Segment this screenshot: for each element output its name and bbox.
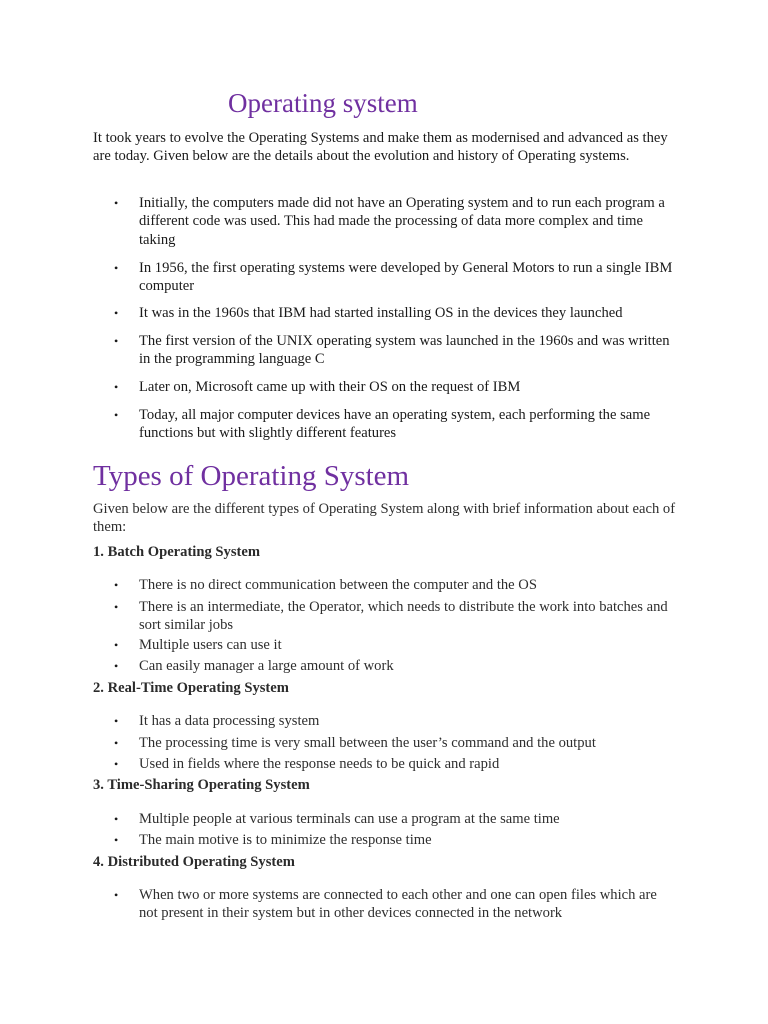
bullet-icon: • xyxy=(114,334,119,348)
list-item-text: Initially, the computers made did not have an Operating system and to run each program a different code was used. This had made the processing of data more complex and time taking xyxy=(139,195,665,248)
types-intro: Given below are the different types of Operating System along with brief information about each of them: xyxy=(93,501,676,536)
list-item-text: Later on, Microsoft came up with their OS on the request of IBM xyxy=(139,379,521,395)
bullet-icon: • xyxy=(114,757,119,771)
section-heading-distributed: 4. Distributed Operating System xyxy=(93,854,295,870)
list-item-text: Used in fields where the response needs to be quick and rapid xyxy=(139,756,500,772)
section-heading-real-time: 2. Real-Time Operating System xyxy=(93,680,289,696)
bullet-icon: • xyxy=(114,380,119,394)
bullet-icon: • xyxy=(114,261,119,275)
bullet-icon: • xyxy=(114,306,119,320)
bullet-icon: • xyxy=(114,714,119,728)
bullet-icon: • xyxy=(114,888,119,902)
bullet-icon: • xyxy=(114,736,119,750)
list-item-text: Can easily manager a large amount of work xyxy=(139,658,394,674)
list-item-text: It has a data processing system xyxy=(139,713,320,729)
bullet-icon: • xyxy=(114,600,119,614)
list-item-text: Multiple users can use it xyxy=(139,637,282,653)
list-item-text: The processing time is very small between the user’s command and the output xyxy=(139,735,596,751)
list-item-text: When two or more systems are connected to each other and one can open files which are not present in their system but in other devices connected in the network xyxy=(139,887,657,922)
list-item-text: There is no direct communication between the computer and the OS xyxy=(139,577,537,593)
list-item-text: Multiple people at various terminals can use a program at the same time xyxy=(139,811,560,827)
bullet-icon: • xyxy=(114,659,119,673)
list-item-text: In 1956, the first operating systems were developed by General Motors to run a single IBM computer xyxy=(139,260,673,295)
bullet-icon: • xyxy=(114,196,119,210)
section-heading-time-sharing: 3. Time-Sharing Operating System xyxy=(93,777,310,793)
bullet-icon: • xyxy=(114,812,119,826)
bullet-icon: • xyxy=(114,578,119,592)
list-item-text: Today, all major computer devices have an operating system, each performing the same functions but with slightly different features xyxy=(139,407,651,442)
section-heading-batch: 1. Batch Operating System xyxy=(93,544,261,560)
bullet-icon: • xyxy=(114,833,119,847)
page-title: Operating system xyxy=(228,88,418,118)
types-heading: Types of Operating System xyxy=(93,460,410,492)
bullet-icon: • xyxy=(114,638,119,652)
list-item-text: There is an intermediate, the Operator, which needs to distribute the work into batches and sort similar jobs xyxy=(139,599,668,634)
list-item-text: It was in the 1960s that IBM had started installing OS in the devices they launched xyxy=(139,305,623,321)
intro-paragraph: It took years to evolve the Operating Systems and make them as modernised and advanced as they are today. Given below are the details about the evolution and history of Operating systems. xyxy=(93,130,668,165)
list-item-text: The main motive is to minimize the response time xyxy=(139,832,432,848)
bullet-icon: • xyxy=(114,408,119,422)
list-item-text: The first version of the UNIX operating system was launched in the 1960s and was written in the programming language C xyxy=(139,333,670,368)
